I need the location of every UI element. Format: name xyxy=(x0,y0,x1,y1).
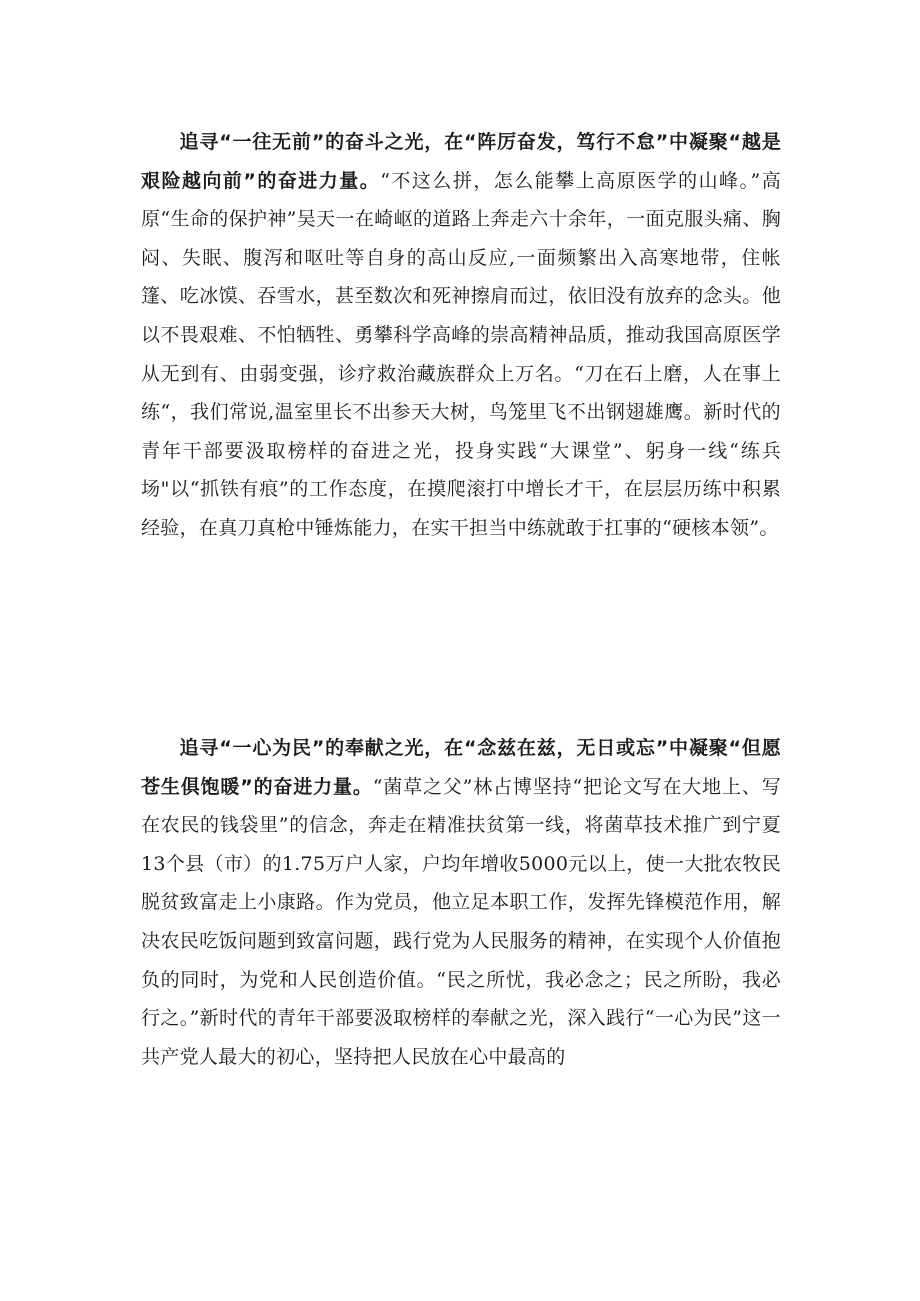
paragraph-body-text: “不这么拼，怎么能攀上高原医学的山峰。”高原“生命的保护神”吴天一在崎岖的道路上奔走六十余年，一面克服头痛、胸闷、失眠、腹泻和呕吐等自身的高山反应,一面频繁出入高寒地带，住帐篷、吃冰馍、吞雪水，甚至数次和死神擦肩而过，依旧没有放弃的念头。他以不畏艰难、不怕牺牲、勇攀科学高峰的崇高精神品质，推动我国高原医学从无到有、由弱变强，诊疗救治藏族群众上万名。“刀在石上磨，人在事上练“，我们常说,温室里长不出参天大树，鸟笼里飞不出钢翅雄鹰。新时代的青年干部要汲取榜样的奋进之光，投身实践“大课堂”、躬身一线“练兵场"以“抓铁有痕”的工作态度，在摸爬滚打中增长才干，在层层历练中积累经验，在真刀真枪中锤炼能力，在实干担当中练就敢于扛事的“硬核本领”。 xyxy=(141,169,781,539)
paragraph-struggle xyxy=(141,123,781,548)
paragraph-lead-sentence: 追寻“一心为民”的奉献之光，在“念兹在兹，无日或忘”中凝聚“但愿苍生俱饱暖”的奋进力量。 xyxy=(141,737,781,798)
paragraph-lead-sentence: 追寻“一往无前”的奋斗之光，在“阵厉奋发，笃行不怠”中凝聚“越是艰险越向前”的奋进力量。 xyxy=(141,131,781,192)
paragraph-dedication xyxy=(141,729,781,1076)
paragraph-body-text: “菌草之父”林占博坚持“把论文写在大地上、写在农民的钱袋里”的信念，奔走在精准扶贫第一线，将菌草技术推广到宁夏13个县（市）的1.75万户人家，户均年增收5000元以上，使一大批农牧民脱贫致富走上小康路。作为党员，他立足本职工作，发挥先锋模范作用，解决农民吃饭问题到致富问题，践行党为人民服务的精神，在实现个人价值抱负的同时，为党和人民创造价值。“民之所忧，我必念之；民之所盼，我必行之。”新时代的青年干部要汲取榜样的奉献之光，深入践行“一心为民”这一共产党人最大的初心，坚持把人民放在心中最高的 xyxy=(141,775,781,1068)
